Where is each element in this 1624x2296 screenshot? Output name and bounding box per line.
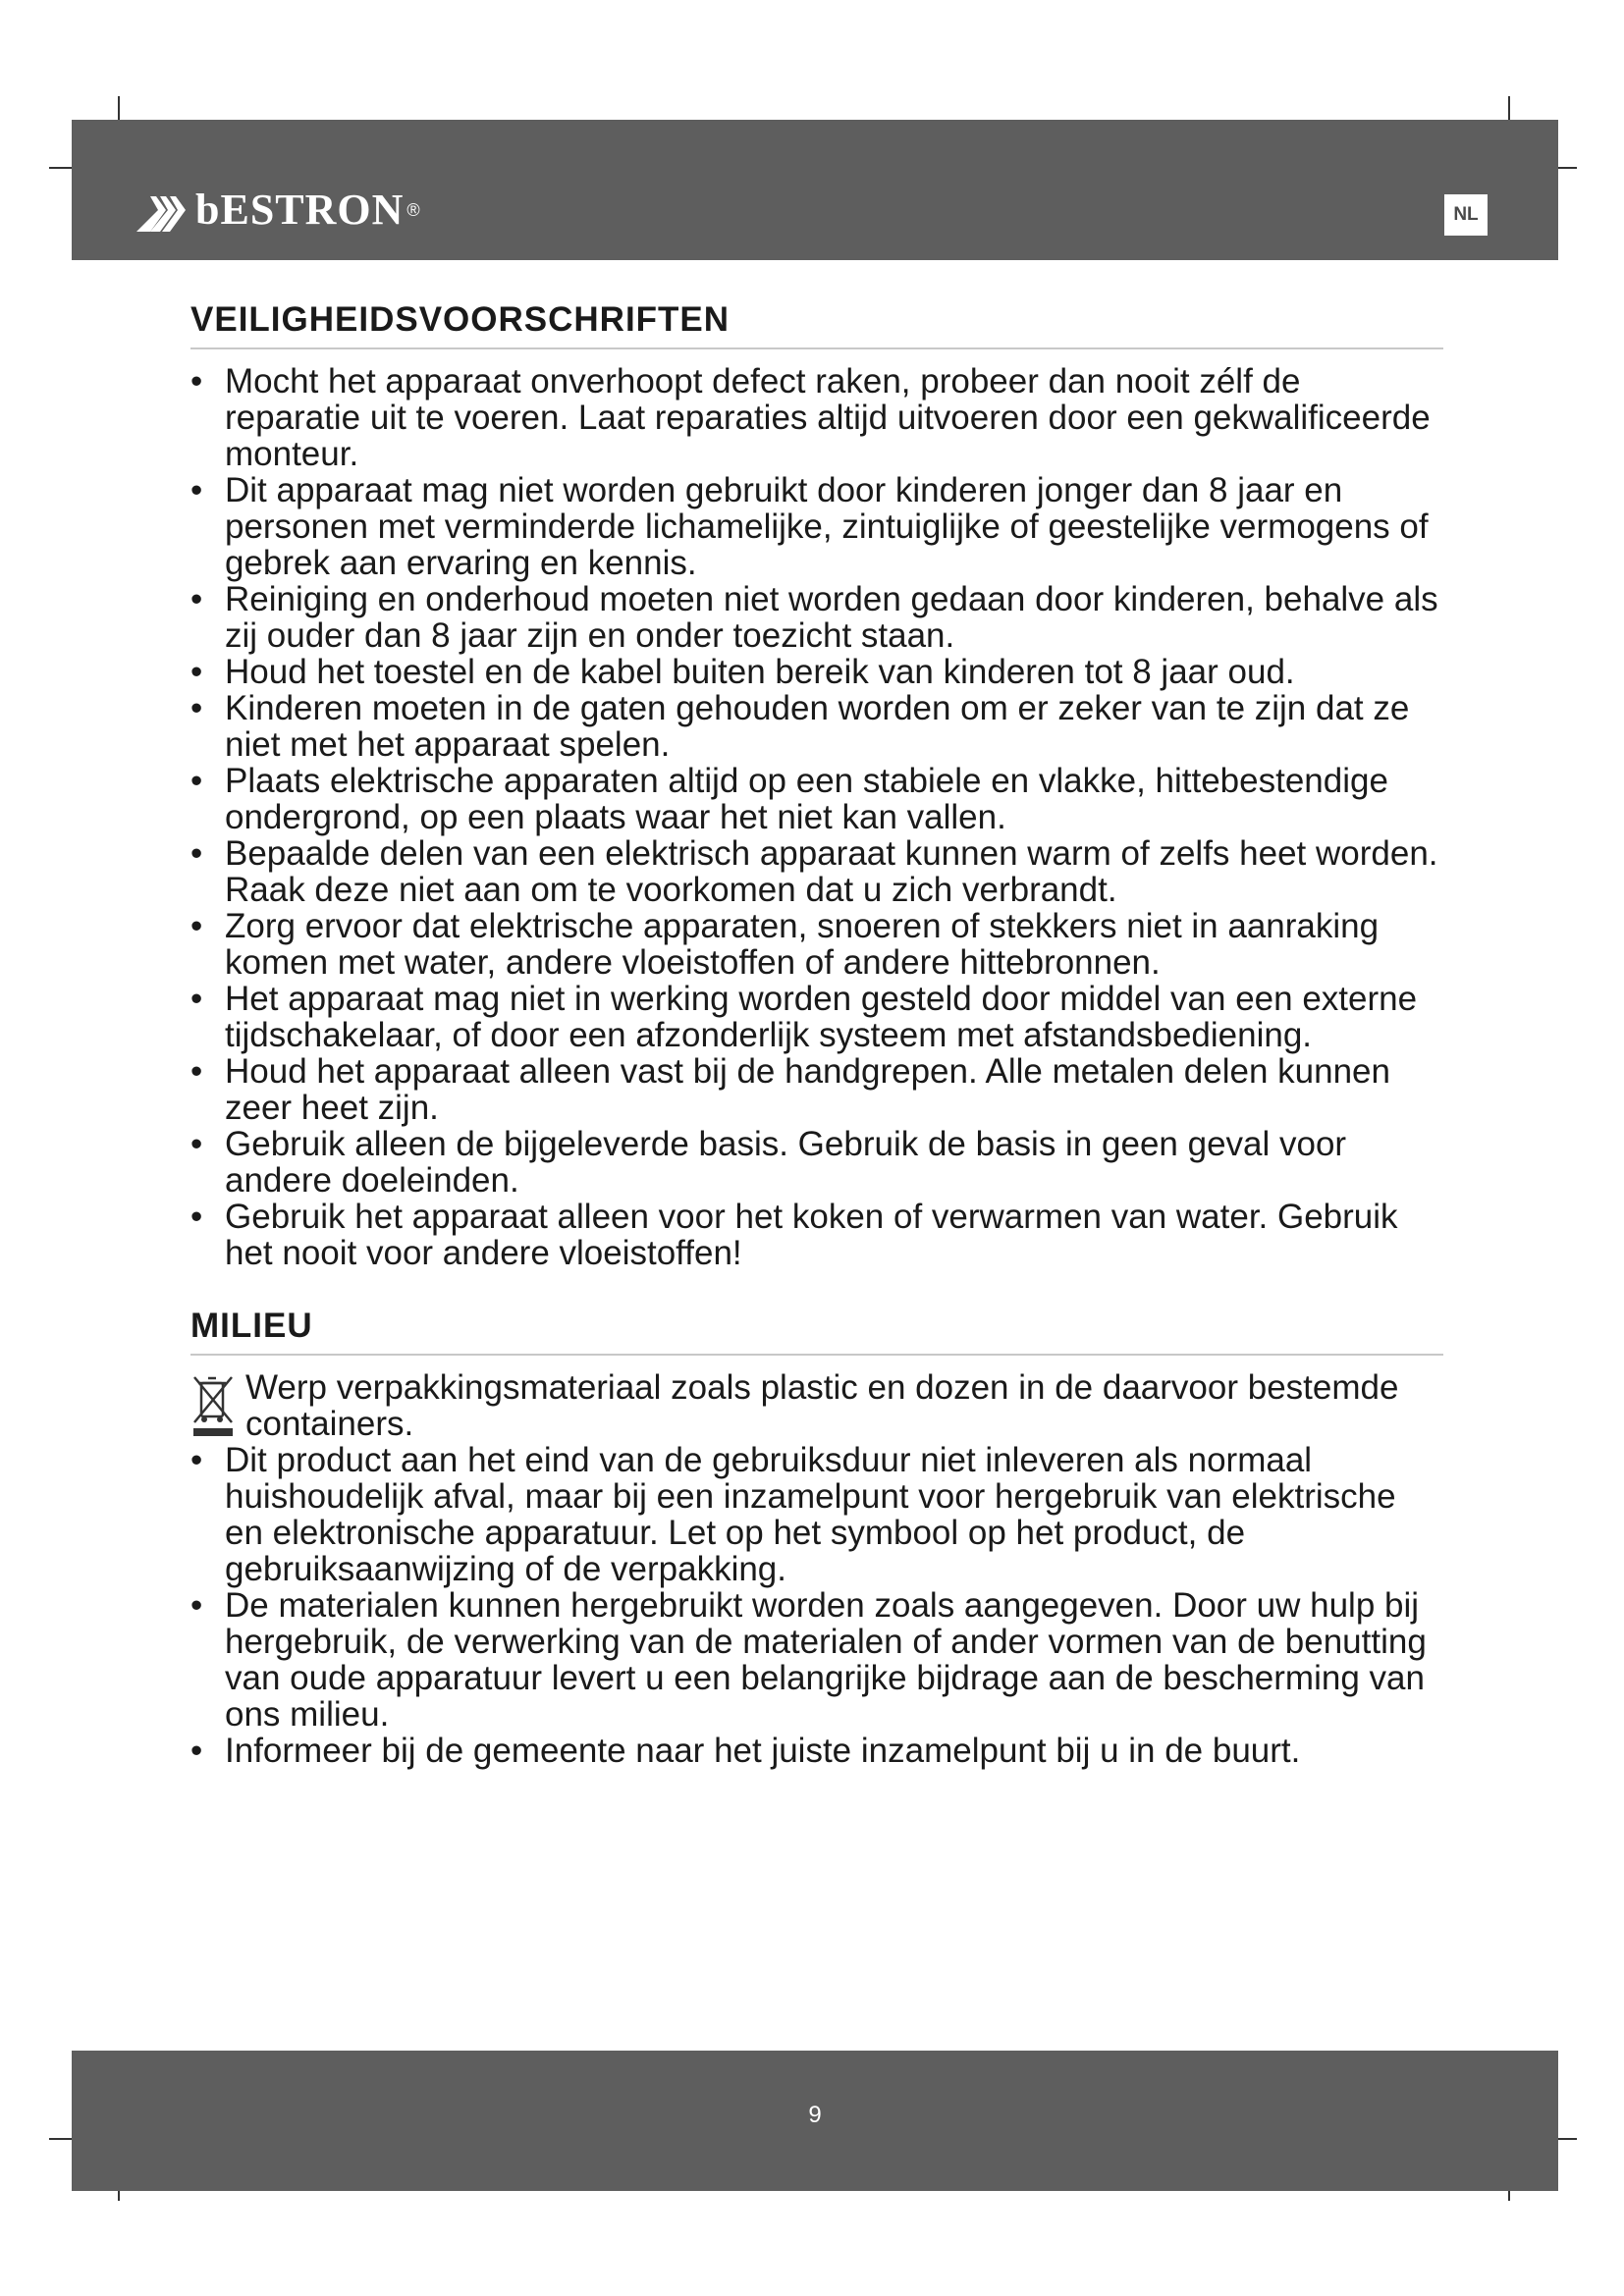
list-item <box>190 1587 1443 1733</box>
bullet: • <box>190 580 203 618</box>
bullet: • <box>190 471 203 509</box>
environment-list <box>190 1442 1443 1769</box>
safety-list <box>190 363 1443 1271</box>
list-item <box>190 835 1443 908</box>
bullet: • <box>190 689 203 727</box>
page-number: 9 <box>808 2102 822 2128</box>
brand-logo <box>136 188 420 232</box>
list-item <box>190 581 1443 654</box>
list-item-text: Dit product aan het eind van de gebruiksduur niet inleveren als normaal huishoudelijk afval, maar bij een inzamelpunt voor hergebruik van elektrische en elektronische apparatuur. Let op het symbool op het product, de gebruiksaanwijzing of de verpakking. <box>225 1441 1396 1588</box>
bullet: • <box>190 362 203 400</box>
list-item <box>190 363 1443 472</box>
page-content <box>190 300 1443 1769</box>
language-badge: NL <box>1444 194 1488 236</box>
list-item-text: Dit apparaat mag niet worden gebruikt door kinderen jonger dan 8 jaar en personen met verminderde lichamelijke, zintuiglijke of geestelijke vermogens of gebrek aan ervaring en kennis. <box>225 471 1429 582</box>
list-item <box>190 1053 1443 1126</box>
list-item <box>190 1126 1443 1199</box>
bullet: • <box>190 1052 203 1091</box>
chevrons-icon <box>136 188 188 232</box>
list-item-text: Gebruik alleen de bijgeleverde basis. Gebruik de basis in geen geval voor andere doeleinden. <box>225 1125 1347 1200</box>
bullet: • <box>190 1441 203 1479</box>
bullet: • <box>190 980 203 1018</box>
list-item-text: Reiniging en onderhoud moeten niet worden gedaan door kinderen, behalve als zij ouder dan 8 jaar zijn en onder toezicht staan. <box>225 580 1438 655</box>
list-item-text: Houd het apparaat alleen vast bij de handgrepen. Alle metalen delen kunnen zeer heet zijn. <box>225 1052 1390 1127</box>
bullet: • <box>190 1586 203 1625</box>
bullet: • <box>190 653 203 691</box>
list-item-text: Bepaalde delen van een elektrisch apparaat kunnen warm of zelfs heet worden. Raak deze niet aan om te voorkomen dat u zich verbrandt. <box>225 834 1438 909</box>
list-item <box>190 654 1443 690</box>
registered-mark: ® <box>406 199 420 220</box>
bullet: • <box>190 1125 203 1163</box>
bullet: • <box>190 762 203 800</box>
list-item <box>190 763 1443 835</box>
brand-name: bESTRON <box>195 186 405 234</box>
header-bar <box>72 120 1558 260</box>
list-item-text: Zorg ervoor dat elektrische apparaten, snoeren of stekkers niet in aanraking komen met water, andere vloeistoffen of andere hittebronnen. <box>225 907 1380 982</box>
weee-item <box>190 1369 1443 1442</box>
list-item <box>190 1199 1443 1271</box>
list-item <box>190 981 1443 1053</box>
bullet: • <box>190 907 203 945</box>
list-item-text: Informeer bij de gemeente naar het juiste inzamelpunt bij u in de buurt. <box>225 1732 1301 1770</box>
list-item-text: De materialen kunnen hergebruikt worden zoals aangegeven. Door uw hulp bij hergebruik, de verwerking van de materialen of ander vormen van de benutting van oude apparatuur levert u een belangrijke bijdrage aan de bescherming van ons milieu. <box>225 1586 1427 1734</box>
list-item <box>190 472 1443 581</box>
bullet: • <box>190 834 203 873</box>
list-item <box>190 908 1443 981</box>
footer-bar <box>72 2051 1558 2191</box>
section-title-safety: VEILIGHEIDSVOORSCHRIFTEN <box>190 300 1443 349</box>
bullet: • <box>190 1732 203 1770</box>
list-item-text: Kinderen moeten in de gaten gehouden worden om er zeker van te zijn dat ze niet met het apparaat spelen. <box>225 689 1410 764</box>
section-title-environment: MILIEU <box>190 1307 1443 1356</box>
list-item <box>190 690 1443 763</box>
list-item <box>190 1733 1443 1769</box>
list-item-text: Mocht het apparaat onverhoopt defect raken, probeer dan nooit zélf de reparatie uit te voeren. Laat reparaties altijd uitvoeren door een gekwalificeerde monteur. <box>225 362 1431 473</box>
list-item-text: Gebruik het apparaat alleen voor het koken of verwarmen van water. Gebruik het nooit voor andere vloeistoffen! <box>225 1198 1398 1272</box>
list-item-text: Het apparaat mag niet in werking worden gesteld door middel van een externe tijdschakelaar, of door een afzonderlijk systeem met afstandsbediening. <box>225 980 1418 1054</box>
list-item-text: Plaats elektrische apparaten altijd op een stabiele en vlakke, hittebestendige ondergrond, op een plaats waar het niet kan vallen. <box>225 762 1388 836</box>
bullet: • <box>190 1198 203 1236</box>
crossed-bin-icon <box>190 1373 236 1438</box>
list-item <box>190 1442 1443 1587</box>
weee-text: Werp verpakkingsmateriaal zoals plastic en dozen in de daarvoor bestemde containers. <box>245 1368 1399 1443</box>
list-item-text: Houd het toestel en de kabel buiten bereik van kinderen tot 8 jaar oud. <box>225 653 1295 691</box>
